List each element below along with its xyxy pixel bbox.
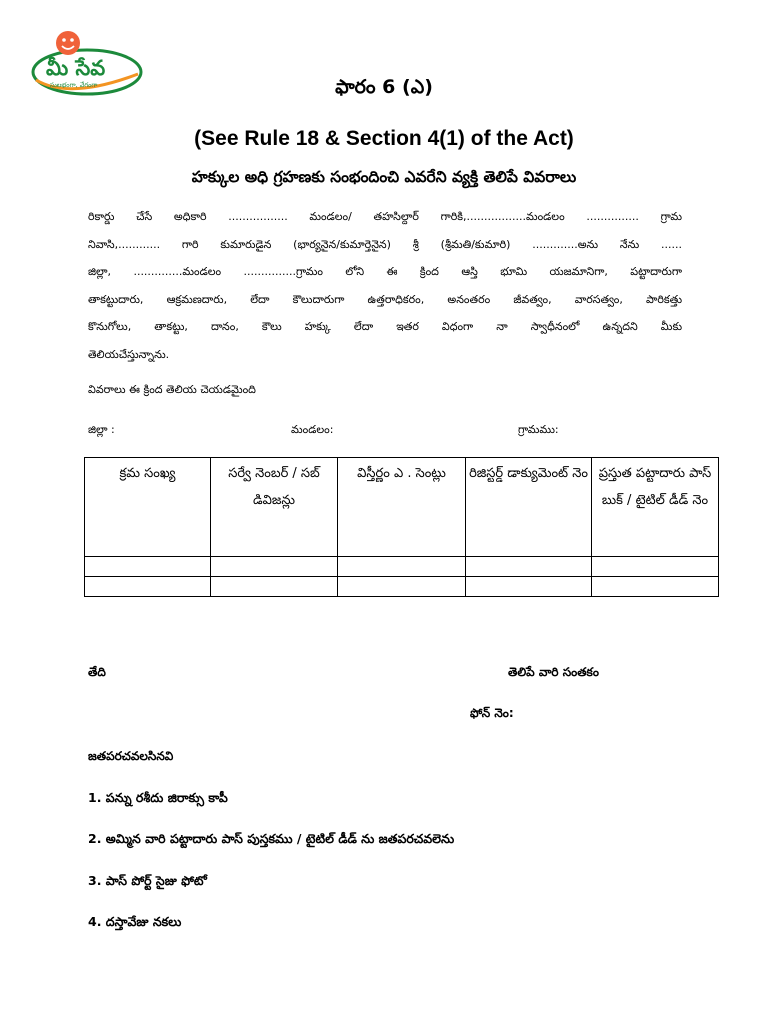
table-cell[interactable] xyxy=(338,557,466,577)
table-row xyxy=(85,577,719,597)
signature-label: తెలిపే వారి సంతకం xyxy=(508,665,599,679)
declaration-line: తెలియచేస్తున్నాను. xyxy=(88,347,170,361)
column-header-serial-number: క్రమ సంఖ్య xyxy=(85,458,211,557)
table-cell[interactable] xyxy=(211,577,338,597)
form-subtitle: హక్కుల అధి గ్రహణకు సంభందించి ఎవరేని వ్యక్తి తెలిపే వివరాలు xyxy=(191,168,577,186)
declaration-line: జిల్లా, ..............మండలం ...............గ్రామం లోని ఈ క్రింద ఆస్తి భూమి యజమానిగా, పట్టాదారుగా xyxy=(88,265,682,279)
table-row xyxy=(85,557,719,577)
table-cell[interactable] xyxy=(592,577,719,597)
attachment-item: 2. అమ్మిన వారి పట్టాదారు పాస్ పుస్తకము / టైటిల్ డీడ్ ను జతపరచవలెను xyxy=(88,831,455,846)
phone-number-label: ఫోన్ నెం: xyxy=(470,706,514,720)
table-header-row xyxy=(85,458,719,557)
attachment-item: 3. పాస్ పోర్ట్ సైజు ఫోటో xyxy=(88,873,207,888)
details-note: వివరాలు ఈ క్రింద తెలియ చెయడమైంది xyxy=(88,383,256,396)
mandal-label: మండలం: xyxy=(291,423,334,436)
table-cell[interactable] xyxy=(85,577,211,597)
attachments-heading: జతపరచవలసినవి xyxy=(88,749,174,763)
column-header-extent: విస్తీర్ణం ఎ . సెంట్లు xyxy=(338,458,466,557)
column-header-passbook-number: ప్రస్తుత పట్టాదారు పాస్ బుక్ / టైటిల్ డీడ్ నెం xyxy=(592,458,719,557)
district-label: జిల్లా : xyxy=(88,423,115,436)
declaration-line: నివాసి,............ గారి కుమారుడైన (భార్యనైన/కుమార్తెనైన) శ్రీ (శ్రీమతి/కుమారి) .............అను నేను ...... xyxy=(88,237,682,251)
declaration-paragraph xyxy=(88,203,682,369)
column-header-registered-document: రిజిస్టర్డ్ డాక్యుమెంట్ నెం xyxy=(466,458,592,557)
attachment-item: 1. పన్ను రశీదు జిరాక్సు కాపీ xyxy=(88,790,228,805)
rule-reference: (See Rule 18 & Section 4(1) of the Act) xyxy=(194,127,574,150)
declaration-line: తాకట్టుదారు, ఆక్రమణదారు, లేదా కౌలుదారుగా ఉత్తరాధికరం, అనంతరం జీవత్వం, వారసత్వం, పారికత్తు xyxy=(88,292,682,306)
table-cell[interactable] xyxy=(211,557,338,577)
land-details-table xyxy=(84,457,719,597)
logo-tagline: సులభంగా, వేగంగా xyxy=(50,81,98,89)
table-cell[interactable] xyxy=(466,577,592,597)
logo-text: మీ సేవ xyxy=(46,56,106,80)
table-cell[interactable] xyxy=(592,557,719,577)
column-header-survey-number: సర్వే నెంబర్ / సబ్ డివిజన్లు xyxy=(211,458,338,557)
form-title: ఫారం 6 (ఎ) xyxy=(335,76,433,98)
declaration-line: రికార్డు చేసే అధికారి ................. మండలం/ తహసిల్దార్ గారికి,.................మండలం ............... గ్రామ xyxy=(88,210,682,223)
declaration-line: కొనుగోలు, తాకట్టు, దానం, కౌలు హక్కు లేదా ఇతర విధంగా నా స్వాధీనంలో ఉన్నదని మీకు xyxy=(88,320,682,334)
attachment-item: 4. దస్తావేజు నకలు xyxy=(88,914,182,929)
smiley-face-icon xyxy=(56,31,80,55)
table-cell[interactable] xyxy=(466,557,592,577)
table-cell[interactable] xyxy=(85,557,211,577)
table-cell[interactable] xyxy=(338,577,466,597)
village-label: గ్రామము: xyxy=(518,423,559,436)
date-label: తేది xyxy=(88,665,106,679)
